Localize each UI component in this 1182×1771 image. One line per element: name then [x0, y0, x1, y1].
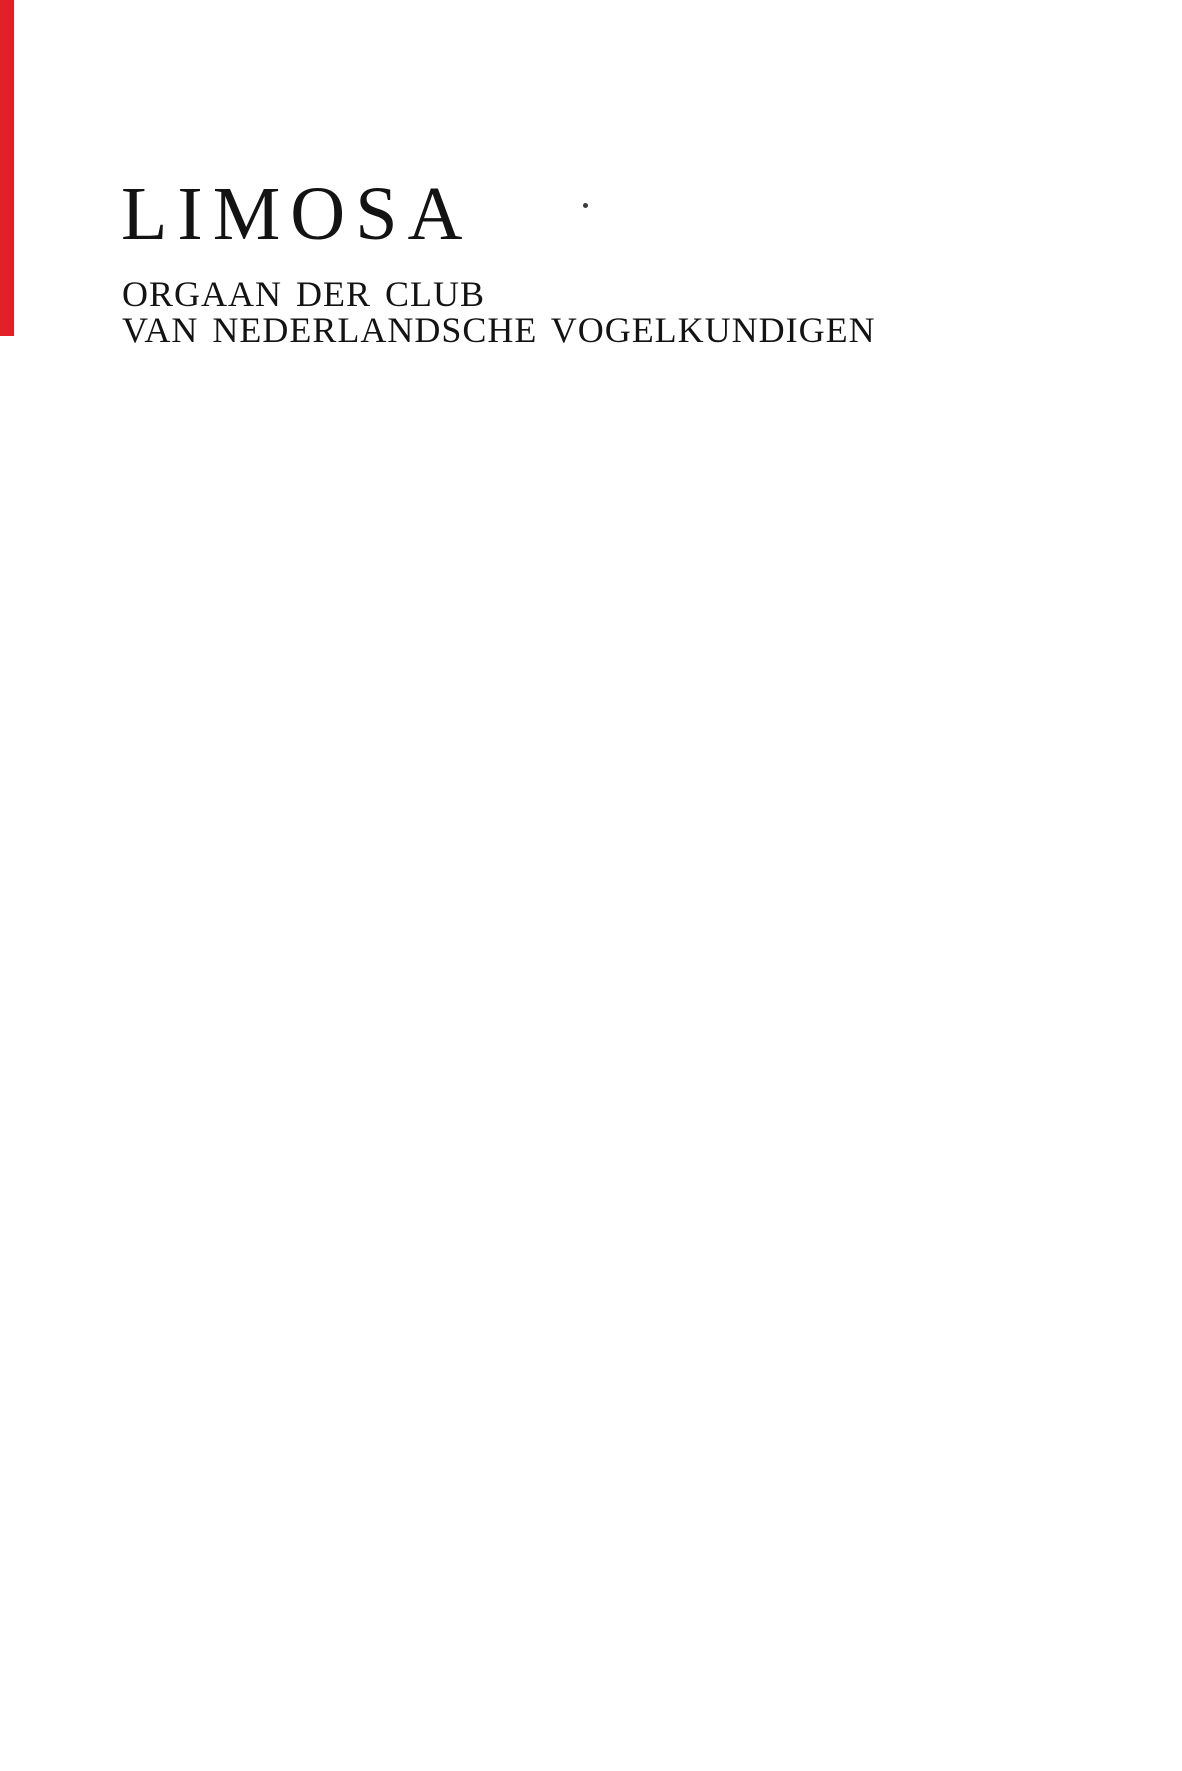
red-cover-edge: [0, 0, 14, 336]
journal-subtitle: [122, 276, 876, 348]
ink-speck: [583, 203, 588, 208]
journal-title: LIMOSA: [121, 172, 473, 256]
subtitle-line-1: ORGAAN DER CLUB: [122, 274, 486, 314]
subtitle-line-2: VAN NEDERLANDSCHE VOGELKUNDIGEN: [122, 310, 876, 350]
